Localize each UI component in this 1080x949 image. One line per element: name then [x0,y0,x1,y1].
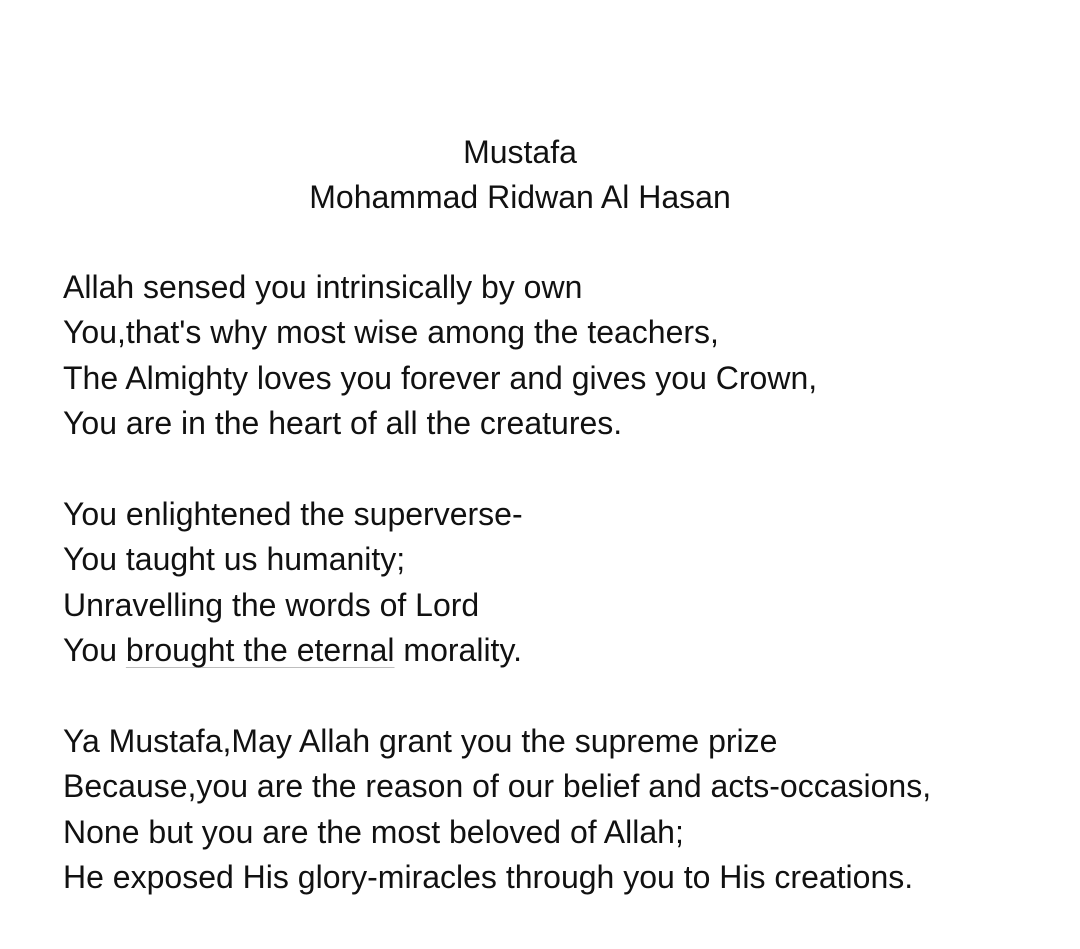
poem-title: Mustafa [463,134,577,170]
underlined-phrase: brought the eternal [125,632,395,669]
stanza-1 [63,265,1063,447]
poem-line: None but you are the most beloved of Allah; [63,813,684,850]
poem-body [63,265,1063,901]
poem-line: You,that's why most wise among the teachers, [63,314,719,351]
stanza-2 [63,492,1063,674]
line-text-before: You [63,632,126,669]
line-text-after: morality. [394,632,522,669]
poem-line: The Almighty loves you forever and gives you Crown, [63,359,818,396]
poem-line: Ya Mustafa,May Allah grant you the supreme prize [63,723,778,760]
poem-heading [0,130,1040,220]
poem-line: He exposed His glory-miracles through you to His creations. [63,859,914,896]
poem-author: Mohammad Ridwan Al Hasan [309,179,731,215]
poem-line: Unravelling the words of Lord [63,586,480,623]
poem-line: You are in the heart of all the creatures. [63,405,623,442]
poem-line: You taught us humanity; [63,541,406,578]
stanza-3 [63,719,1063,901]
poem-line: You enlightened the superverse- [63,496,523,533]
poem-line: Allah sensed you intrinsically by own [63,269,583,305]
poem-line: Because,you are the reason of our belief and acts-occasions, [63,768,932,805]
poem-line-with-underline [63,628,1063,673]
